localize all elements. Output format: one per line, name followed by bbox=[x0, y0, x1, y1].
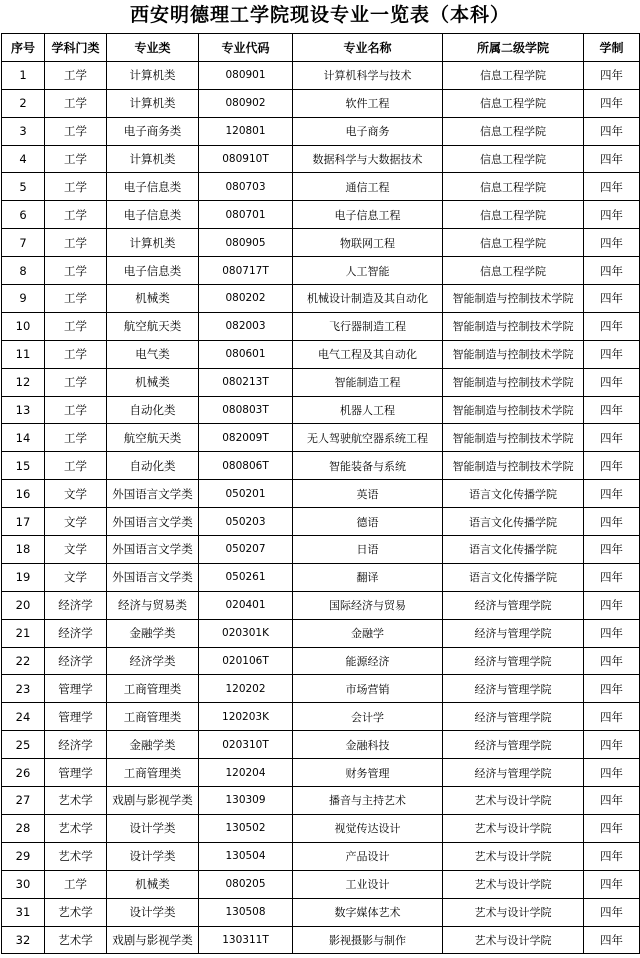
cell-major-code: 020106T bbox=[199, 647, 293, 675]
cell-major-code: 130508 bbox=[199, 898, 293, 926]
table-row bbox=[2, 61, 640, 89]
cell-major-class: 戏剧与影视学类 bbox=[107, 926, 199, 954]
cell-major-name: 电气工程及其自动化 bbox=[293, 340, 443, 368]
cell-discipline: 工学 bbox=[45, 396, 107, 424]
cell-college: 艺术与设计学院 bbox=[443, 926, 584, 954]
table-row bbox=[2, 480, 640, 508]
cell-major-name: 机器人工程 bbox=[293, 396, 443, 424]
cell-index: 28 bbox=[2, 814, 45, 842]
cell-index: 14 bbox=[2, 424, 45, 452]
cell-major-code: 130504 bbox=[199, 842, 293, 870]
cell-college: 智能制造与控制技术学院 bbox=[443, 452, 584, 480]
cell-discipline: 文学 bbox=[45, 536, 107, 564]
cell-major-code: 080703 bbox=[199, 173, 293, 201]
cell-major-name: 翻译 bbox=[293, 563, 443, 591]
cell-duration: 四年 bbox=[584, 368, 640, 396]
header-major-code: 专业代码 bbox=[199, 34, 293, 62]
cell-college: 智能制造与控制技术学院 bbox=[443, 285, 584, 313]
cell-major-name: 能源经济 bbox=[293, 647, 443, 675]
cell-college: 艺术与设计学院 bbox=[443, 842, 584, 870]
cell-college: 经济与管理学院 bbox=[443, 619, 584, 647]
cell-major-class: 计算机类 bbox=[107, 61, 199, 89]
cell-major-name: 电子商务 bbox=[293, 117, 443, 145]
table-row bbox=[2, 396, 640, 424]
cell-major-code: 130309 bbox=[199, 787, 293, 815]
cell-duration: 四年 bbox=[584, 285, 640, 313]
cell-index: 20 bbox=[2, 591, 45, 619]
cell-duration: 四年 bbox=[584, 814, 640, 842]
cell-major-class: 机械类 bbox=[107, 870, 199, 898]
cell-college: 信息工程学院 bbox=[443, 173, 584, 201]
table-row bbox=[2, 619, 640, 647]
cell-major-code: 020401 bbox=[199, 591, 293, 619]
cell-major-class: 设计学类 bbox=[107, 842, 199, 870]
cell-major-code: 120202 bbox=[199, 675, 293, 703]
cell-college: 信息工程学院 bbox=[443, 229, 584, 257]
cell-major-code: 050203 bbox=[199, 508, 293, 536]
cell-college: 艺术与设计学院 bbox=[443, 898, 584, 926]
table-row bbox=[2, 898, 640, 926]
cell-duration: 四年 bbox=[584, 201, 640, 229]
cell-major-code: 080717T bbox=[199, 257, 293, 285]
cell-major-code: 080910T bbox=[199, 145, 293, 173]
cell-duration: 四年 bbox=[584, 926, 640, 954]
cell-major-class: 自动化类 bbox=[107, 396, 199, 424]
cell-major-class: 计算机类 bbox=[107, 89, 199, 117]
table-row bbox=[2, 675, 640, 703]
table-row bbox=[2, 759, 640, 787]
cell-major-code: 050201 bbox=[199, 480, 293, 508]
cell-major-name: 人工智能 bbox=[293, 257, 443, 285]
cell-major-code: 080701 bbox=[199, 201, 293, 229]
cell-college: 信息工程学院 bbox=[443, 145, 584, 173]
cell-major-class: 金融学类 bbox=[107, 619, 199, 647]
cell-discipline: 工学 bbox=[45, 173, 107, 201]
cell-major-name: 会计学 bbox=[293, 703, 443, 731]
cell-index: 5 bbox=[2, 173, 45, 201]
cell-college: 经济与管理学院 bbox=[443, 647, 584, 675]
table-row bbox=[2, 312, 640, 340]
table-row bbox=[2, 89, 640, 117]
table-row bbox=[2, 285, 640, 313]
cell-major-name: 市场营销 bbox=[293, 675, 443, 703]
cell-major-class: 电子信息类 bbox=[107, 173, 199, 201]
cell-major-code: 120801 bbox=[199, 117, 293, 145]
cell-duration: 四年 bbox=[584, 257, 640, 285]
cell-major-class: 航空航天类 bbox=[107, 424, 199, 452]
cell-major-name: 机械设计制造及其自动化 bbox=[293, 285, 443, 313]
table-row bbox=[2, 536, 640, 564]
cell-college: 语言文化传播学院 bbox=[443, 480, 584, 508]
cell-duration: 四年 bbox=[584, 424, 640, 452]
cell-major-class: 外国语言文学类 bbox=[107, 480, 199, 508]
cell-index: 1 bbox=[2, 61, 45, 89]
cell-discipline: 艺术学 bbox=[45, 814, 107, 842]
cell-major-name: 数据科学与大数据技术 bbox=[293, 145, 443, 173]
cell-major-name: 产品设计 bbox=[293, 842, 443, 870]
cell-college: 语言文化传播学院 bbox=[443, 508, 584, 536]
cell-discipline: 文学 bbox=[45, 480, 107, 508]
cell-major-code: 020310T bbox=[199, 731, 293, 759]
table-row bbox=[2, 787, 640, 815]
cell-index: 13 bbox=[2, 396, 45, 424]
cell-major-name: 日语 bbox=[293, 536, 443, 564]
cell-duration: 四年 bbox=[584, 173, 640, 201]
cell-discipline: 管理学 bbox=[45, 703, 107, 731]
cell-index: 31 bbox=[2, 898, 45, 926]
cell-major-code: 080803T bbox=[199, 396, 293, 424]
cell-major-name: 无人驾驶航空器系统工程 bbox=[293, 424, 443, 452]
cell-major-code: 020301K bbox=[199, 619, 293, 647]
cell-discipline: 经济学 bbox=[45, 591, 107, 619]
cell-duration: 四年 bbox=[584, 89, 640, 117]
cell-major-code: 082009T bbox=[199, 424, 293, 452]
cell-index: 2 bbox=[2, 89, 45, 117]
cell-discipline: 工学 bbox=[45, 312, 107, 340]
cell-duration: 四年 bbox=[584, 145, 640, 173]
cell-index: 8 bbox=[2, 257, 45, 285]
cell-major-code: 080202 bbox=[199, 285, 293, 313]
table-row bbox=[2, 145, 640, 173]
header-row bbox=[2, 34, 640, 62]
cell-major-class: 电气类 bbox=[107, 340, 199, 368]
cell-index: 24 bbox=[2, 703, 45, 731]
cell-discipline: 工学 bbox=[45, 368, 107, 396]
table-row bbox=[2, 814, 640, 842]
table-row bbox=[2, 563, 640, 591]
cell-major-class: 戏剧与影视学类 bbox=[107, 787, 199, 815]
table-row bbox=[2, 368, 640, 396]
cell-discipline: 文学 bbox=[45, 508, 107, 536]
cell-major-class: 经济学类 bbox=[107, 647, 199, 675]
cell-major-class: 工商管理类 bbox=[107, 759, 199, 787]
cell-major-name: 视觉传达设计 bbox=[293, 814, 443, 842]
cell-index: 23 bbox=[2, 675, 45, 703]
cell-major-class: 机械类 bbox=[107, 368, 199, 396]
cell-major-name: 数字媒体艺术 bbox=[293, 898, 443, 926]
cell-major-class: 航空航天类 bbox=[107, 312, 199, 340]
cell-major-name: 工业设计 bbox=[293, 870, 443, 898]
cell-duration: 四年 bbox=[584, 452, 640, 480]
cell-discipline: 工学 bbox=[45, 340, 107, 368]
table-row bbox=[2, 201, 640, 229]
cell-index: 18 bbox=[2, 536, 45, 564]
cell-college: 智能制造与控制技术学院 bbox=[443, 312, 584, 340]
cell-college: 经济与管理学院 bbox=[443, 759, 584, 787]
cell-major-class: 经济与贸易类 bbox=[107, 591, 199, 619]
cell-major-code: 080902 bbox=[199, 89, 293, 117]
cell-index: 7 bbox=[2, 229, 45, 257]
cell-index: 19 bbox=[2, 563, 45, 591]
cell-major-name: 计算机科学与技术 bbox=[293, 61, 443, 89]
cell-major-code: 080601 bbox=[199, 340, 293, 368]
cell-index: 22 bbox=[2, 647, 45, 675]
cell-college: 艺术与设计学院 bbox=[443, 870, 584, 898]
cell-duration: 四年 bbox=[584, 312, 640, 340]
cell-major-class: 工商管理类 bbox=[107, 703, 199, 731]
cell-major-code: 082003 bbox=[199, 312, 293, 340]
cell-major-code: 120204 bbox=[199, 759, 293, 787]
cell-duration: 四年 bbox=[584, 731, 640, 759]
cell-major-code: 080205 bbox=[199, 870, 293, 898]
cell-discipline: 经济学 bbox=[45, 619, 107, 647]
cell-discipline: 工学 bbox=[45, 61, 107, 89]
cell-index: 12 bbox=[2, 368, 45, 396]
cell-college: 信息工程学院 bbox=[443, 117, 584, 145]
cell-major-code: 080213T bbox=[199, 368, 293, 396]
table-row bbox=[2, 591, 640, 619]
cell-major-class: 计算机类 bbox=[107, 145, 199, 173]
cell-discipline: 经济学 bbox=[45, 647, 107, 675]
cell-discipline: 工学 bbox=[45, 870, 107, 898]
cell-major-name: 国际经济与贸易 bbox=[293, 591, 443, 619]
cell-major-name: 英语 bbox=[293, 480, 443, 508]
cell-discipline: 工学 bbox=[45, 229, 107, 257]
cell-major-code: 130502 bbox=[199, 814, 293, 842]
cell-college: 经济与管理学院 bbox=[443, 591, 584, 619]
cell-college: 智能制造与控制技术学院 bbox=[443, 368, 584, 396]
cell-major-class: 机械类 bbox=[107, 285, 199, 313]
cell-college: 信息工程学院 bbox=[443, 89, 584, 117]
cell-major-name: 影视摄影与制作 bbox=[293, 926, 443, 954]
cell-major-code: 080901 bbox=[199, 61, 293, 89]
cell-discipline: 管理学 bbox=[45, 759, 107, 787]
cell-index: 26 bbox=[2, 759, 45, 787]
cell-major-class: 计算机类 bbox=[107, 229, 199, 257]
cell-major-code: 080806T bbox=[199, 452, 293, 480]
cell-college: 艺术与设计学院 bbox=[443, 814, 584, 842]
cell-major-class: 电子信息类 bbox=[107, 201, 199, 229]
table-row bbox=[2, 703, 640, 731]
cell-duration: 四年 bbox=[584, 787, 640, 815]
table-row bbox=[2, 452, 640, 480]
cell-major-name: 智能装备与系统 bbox=[293, 452, 443, 480]
cell-college: 智能制造与控制技术学院 bbox=[443, 424, 584, 452]
cell-discipline: 艺术学 bbox=[45, 842, 107, 870]
cell-discipline: 文学 bbox=[45, 563, 107, 591]
cell-college: 经济与管理学院 bbox=[443, 703, 584, 731]
cell-major-name: 财务管理 bbox=[293, 759, 443, 787]
cell-major-name: 电子信息工程 bbox=[293, 201, 443, 229]
cell-major-name: 德语 bbox=[293, 508, 443, 536]
cell-duration: 四年 bbox=[584, 675, 640, 703]
cell-major-class: 外国语言文学类 bbox=[107, 563, 199, 591]
cell-duration: 四年 bbox=[584, 61, 640, 89]
cell-duration: 四年 bbox=[584, 759, 640, 787]
cell-index: 11 bbox=[2, 340, 45, 368]
cell-index: 27 bbox=[2, 787, 45, 815]
cell-major-class: 电子商务类 bbox=[107, 117, 199, 145]
table-row bbox=[2, 340, 640, 368]
cell-major-class: 外国语言文学类 bbox=[107, 508, 199, 536]
cell-discipline: 工学 bbox=[45, 117, 107, 145]
cell-duration: 四年 bbox=[584, 340, 640, 368]
cell-index: 15 bbox=[2, 452, 45, 480]
header-college: 所属二级学院 bbox=[443, 34, 584, 62]
table-body bbox=[2, 61, 640, 954]
majors-table bbox=[1, 33, 640, 954]
cell-major-name: 金融学 bbox=[293, 619, 443, 647]
cell-index: 30 bbox=[2, 870, 45, 898]
table-row bbox=[2, 508, 640, 536]
cell-college: 语言文化传播学院 bbox=[443, 563, 584, 591]
table-row bbox=[2, 229, 640, 257]
cell-major-code: 050261 bbox=[199, 563, 293, 591]
cell-index: 4 bbox=[2, 145, 45, 173]
cell-college: 智能制造与控制技术学院 bbox=[443, 396, 584, 424]
cell-duration: 四年 bbox=[584, 536, 640, 564]
page-title: 西安明德理工学院现设专业一览表（本科） bbox=[129, 4, 510, 26]
cell-discipline: 工学 bbox=[45, 145, 107, 173]
cell-discipline: 艺术学 bbox=[45, 898, 107, 926]
cell-major-name: 飞行器制造工程 bbox=[293, 312, 443, 340]
cell-duration: 四年 bbox=[584, 898, 640, 926]
cell-duration: 四年 bbox=[584, 703, 640, 731]
cell-major-name: 通信工程 bbox=[293, 173, 443, 201]
cell-college: 经济与管理学院 bbox=[443, 731, 584, 759]
cell-duration: 四年 bbox=[584, 619, 640, 647]
cell-college: 信息工程学院 bbox=[443, 201, 584, 229]
cell-index: 29 bbox=[2, 842, 45, 870]
cell-college: 语言文化传播学院 bbox=[443, 536, 584, 564]
cell-index: 25 bbox=[2, 731, 45, 759]
cell-discipline: 工学 bbox=[45, 285, 107, 313]
cell-duration: 四年 bbox=[584, 842, 640, 870]
table-row bbox=[2, 173, 640, 201]
cell-duration: 四年 bbox=[584, 591, 640, 619]
cell-duration: 四年 bbox=[584, 647, 640, 675]
cell-index: 6 bbox=[2, 201, 45, 229]
table-row bbox=[2, 647, 640, 675]
cell-college: 艺术与设计学院 bbox=[443, 787, 584, 815]
table-row bbox=[2, 117, 640, 145]
cell-major-code: 120203K bbox=[199, 703, 293, 731]
cell-major-code: 080905 bbox=[199, 229, 293, 257]
cell-duration: 四年 bbox=[584, 117, 640, 145]
table-row bbox=[2, 257, 640, 285]
cell-college: 经济与管理学院 bbox=[443, 675, 584, 703]
cell-index: 9 bbox=[2, 285, 45, 313]
cell-discipline: 工学 bbox=[45, 201, 107, 229]
table-row bbox=[2, 842, 640, 870]
cell-discipline: 经济学 bbox=[45, 731, 107, 759]
cell-index: 3 bbox=[2, 117, 45, 145]
cell-major-name: 智能制造工程 bbox=[293, 368, 443, 396]
cell-index: 17 bbox=[2, 508, 45, 536]
table-row bbox=[2, 926, 640, 954]
cell-discipline: 管理学 bbox=[45, 675, 107, 703]
cell-discipline: 艺术学 bbox=[45, 926, 107, 954]
cell-major-class: 工商管理类 bbox=[107, 675, 199, 703]
table-row bbox=[2, 424, 640, 452]
cell-discipline: 工学 bbox=[45, 257, 107, 285]
cell-major-class: 自动化类 bbox=[107, 452, 199, 480]
cell-discipline: 工学 bbox=[45, 424, 107, 452]
header-major-name: 专业名称 bbox=[293, 34, 443, 62]
cell-discipline: 艺术学 bbox=[45, 787, 107, 815]
cell-major-class: 金融学类 bbox=[107, 731, 199, 759]
cell-major-code: 050207 bbox=[199, 536, 293, 564]
cell-discipline: 工学 bbox=[45, 452, 107, 480]
cell-duration: 四年 bbox=[584, 870, 640, 898]
header-discipline: 学科门类 bbox=[45, 34, 107, 62]
cell-duration: 四年 bbox=[584, 508, 640, 536]
table-row bbox=[2, 870, 640, 898]
header-duration: 学制 bbox=[584, 34, 640, 62]
header-index: 序号 bbox=[2, 34, 45, 62]
cell-major-class: 设计学类 bbox=[107, 814, 199, 842]
table-row bbox=[2, 731, 640, 759]
cell-index: 10 bbox=[2, 312, 45, 340]
cell-major-class: 电子信息类 bbox=[107, 257, 199, 285]
header-major-class: 专业类 bbox=[107, 34, 199, 62]
cell-college: 智能制造与控制技术学院 bbox=[443, 340, 584, 368]
cell-index: 21 bbox=[2, 619, 45, 647]
cell-major-name: 软件工程 bbox=[293, 89, 443, 117]
cell-major-class: 外国语言文学类 bbox=[107, 536, 199, 564]
cell-duration: 四年 bbox=[584, 396, 640, 424]
cell-major-name: 物联网工程 bbox=[293, 229, 443, 257]
cell-major-name: 金融科技 bbox=[293, 731, 443, 759]
cell-discipline: 工学 bbox=[45, 89, 107, 117]
cell-index: 32 bbox=[2, 926, 45, 954]
cell-index: 16 bbox=[2, 480, 45, 508]
cell-major-class: 设计学类 bbox=[107, 898, 199, 926]
cell-college: 信息工程学院 bbox=[443, 61, 584, 89]
cell-college: 信息工程学院 bbox=[443, 257, 584, 285]
cell-duration: 四年 bbox=[584, 229, 640, 257]
cell-duration: 四年 bbox=[584, 563, 640, 591]
cell-duration: 四年 bbox=[584, 480, 640, 508]
cell-major-code: 130311T bbox=[199, 926, 293, 954]
cell-major-name: 播音与主持艺术 bbox=[293, 787, 443, 815]
